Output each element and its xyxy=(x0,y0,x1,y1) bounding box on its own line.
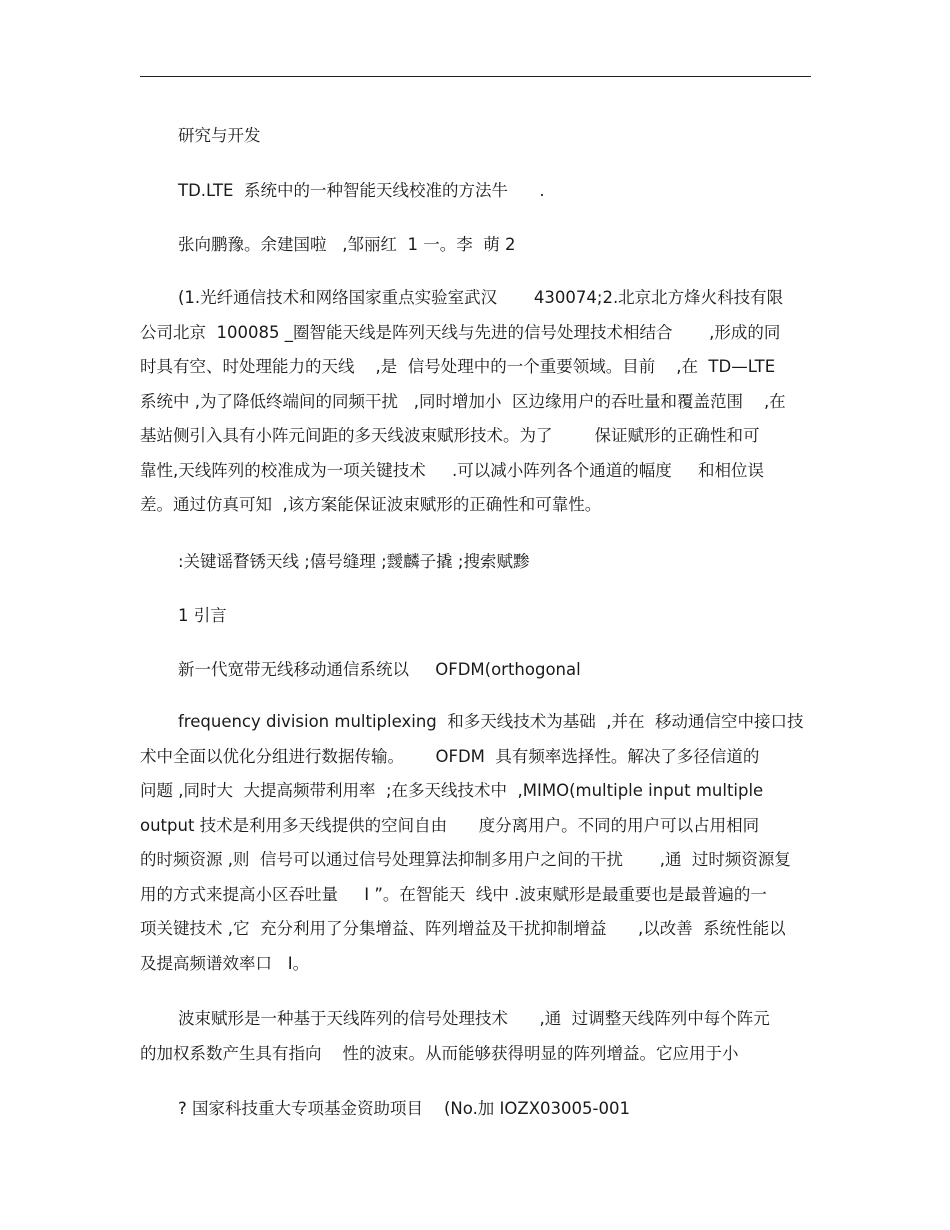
section-label: 研究与开发 xyxy=(178,126,261,145)
abstract-line: 差。通过仿真可知 ,该方案能保证波束赋形的正确性和可靠性。 xyxy=(140,495,602,514)
intro-line: 问题 ,同时大 大提高频带利用率 ;在多天线技术中 ,MIMO(multiple input multiple xyxy=(140,781,764,800)
intro-line: 及提高频谱效率口 I。 xyxy=(140,953,310,973)
intro-line: 的时频资源 ,则 信号可以通过信号处理算法抑制多用户之间的干扰 ,通 过时频资源复 xyxy=(140,850,791,869)
intro-first-line: 新一代宽带无线移动通信系统以 OFDM(orthogonal xyxy=(178,660,581,679)
intro-line: output 技术是利用多天线提供的空间自由 度分离用户。不同的用户可以占用相同 xyxy=(140,815,760,835)
authors-line: 张向鹏豫。余建国啦 ,邹丽红 1 一。李 萌 2 xyxy=(178,235,516,254)
intro-heading: 1 引言 xyxy=(178,606,227,625)
abstract-block xyxy=(140,281,812,523)
paper-title: TD.LTE 系统中的一种智能天线校准的方法牛 . xyxy=(178,181,545,200)
abstract-line: 公司北京 100085 _圈智能天线是阵列天线与先进的信号处理技术相结合 ,形成的同 xyxy=(140,322,781,342)
intro-line: frequency division multiplexing 和多天线技术为基础 ,并在 移动通信空中接口技 xyxy=(178,712,804,731)
abstract-line: 时具有空、时处理能力的天线 ,是 信号处理中的一个重要领域。目前 ,在 TD—LTE xyxy=(140,357,776,376)
abstract-line: (1.光纤通信技术和网络国家重点实验室武汉 430074;2.北京北方烽火科技有限 xyxy=(178,288,784,307)
footnote: ? 国家科技重大专项基金资助项目 (No.加 IOZX03005-001 xyxy=(178,1099,630,1118)
intro-line: 项关键技术 ,它 充分利用了分集增益、阵列增益及干扰抑制增益 ,以改善 系统性能以 xyxy=(140,919,786,938)
beamforming-paragraph xyxy=(140,1002,812,1071)
keywords-line: :关键谣瞀锈天线 ;僖号缝理 ;靉麟子撬 ;搜索赋黪 xyxy=(178,552,530,571)
intro-line: 用的方式来提高小区吞吐量 I ”。在智能天 线中 .波束赋形是最重要也是最普遍的一 xyxy=(140,884,767,904)
intro-paragraph xyxy=(140,705,812,981)
abstract-line: 基站侧引入具有小阵元间距的多天线波束赋形技术。为了 保证赋形的正确性和可 xyxy=(140,426,760,445)
paragraph-line: 波束赋形是一种基于天线阵列的信号处理技术 ,通 过调整天线阵列中每个阵元 xyxy=(178,1009,770,1028)
header-rule xyxy=(140,76,811,77)
abstract-line: 系统中 ,为了降低终端间的同频干扰 ,同时增加小 区边缘用户的吞吐量和覆盖范围 ,在 xyxy=(140,391,786,411)
intro-line: 术中全面以优化分组进行数据传输。 OFDM 具有频率选择性。解决了多径信道的 xyxy=(140,746,760,766)
abstract-line: 靠性,天线阵列的校准成为一项关键技术 .可以减小阵列各个通道的幅度 和相位误 xyxy=(140,460,764,480)
paragraph-line: 的加权系数产生具有指向 性的波束。从而能够获得明显的阵列增益。它应用于小 xyxy=(140,1043,739,1063)
